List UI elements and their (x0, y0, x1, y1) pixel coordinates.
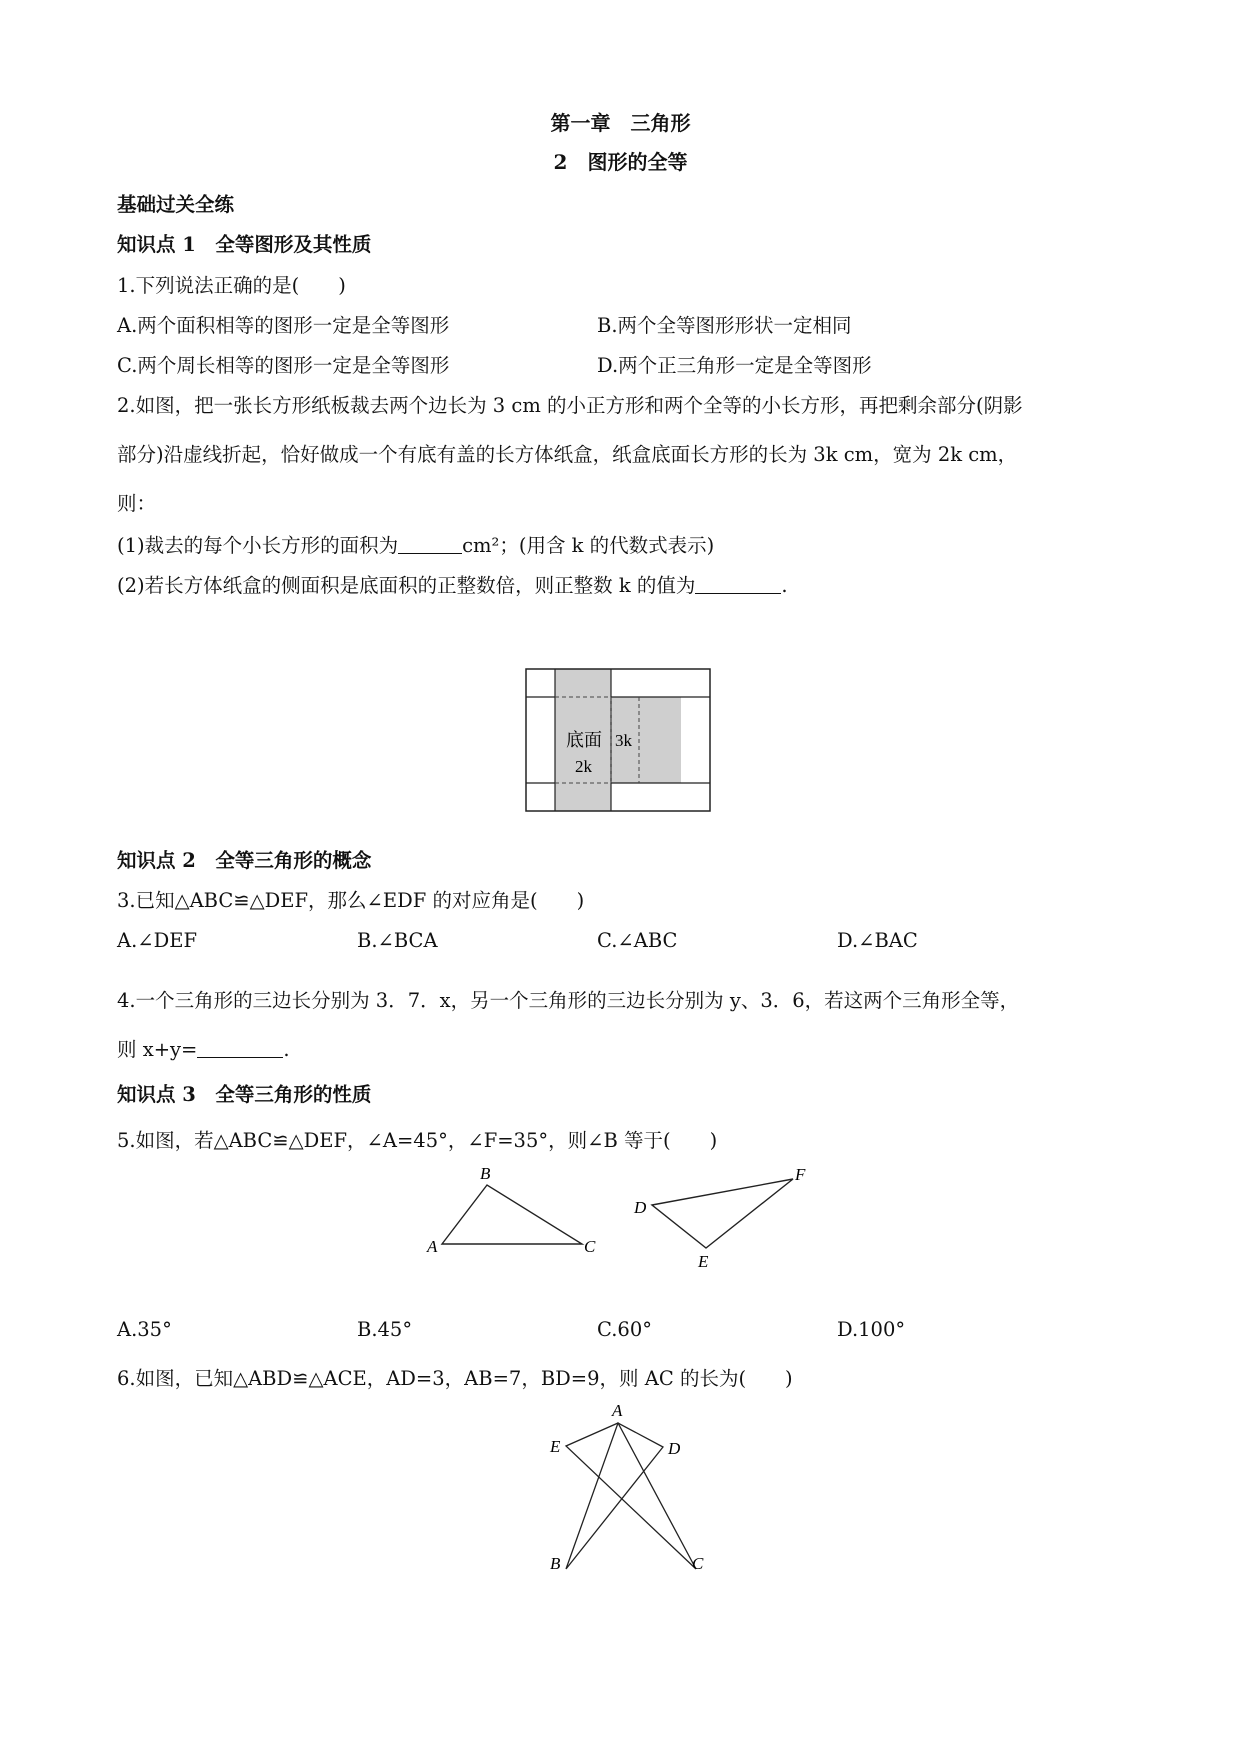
question-1-option-d: D.两个正三角形一定是全等图形 (597, 354, 872, 377)
question-5-option-d: D.100° (837, 1318, 906, 1341)
question-3-option-a: A.∠DEF (117, 929, 198, 952)
question-2-figure (525, 668, 711, 812)
answer-blank[interactable] (398, 535, 462, 554)
question-3-stem: 3.已知△ABC≌△DEF，那么∠EDF 的对应角是( ) (117, 889, 585, 912)
question-2-sub-2 (117, 573, 788, 599)
triangle-def (652, 1179, 793, 1248)
question-2-line-1: 2.如图，把一张长方形纸板裁去两个边长为 3 cm 的小正方形和两个全等的小长方形，再把剩余部分(阴影 (117, 394, 1023, 417)
question-2-sub-2-tail: . (781, 574, 788, 597)
vertex-label-c: C (692, 1554, 704, 1573)
question-2-sub-2-text: (2)若长方体纸盒的侧面积是底面积的正整数倍，则正整数 k 的值为 (117, 574, 696, 597)
vertex-label-f: F (795, 1165, 806, 1184)
question-2-line-2: 部分)沿虚线折起，恰好做成一个有底有盖的长方体纸盒，纸盒底面长方形的长为 3k cm，宽为 2k cm， (117, 443, 1018, 466)
part-title: 基础过关全练 (117, 193, 235, 216)
vertex-label-e: E (698, 1252, 709, 1271)
knowledge-point-2-title: 知识点 2 全等三角形的概念 (117, 849, 372, 872)
question-1-stem: 1.下列说法正确的是( ) (117, 274, 346, 297)
question-5-figure (420, 1164, 820, 1284)
question-4-line-2-text: 则 x+y= (117, 1038, 198, 1061)
question-1-option-a: A.两个面积相等的图形一定是全等图形 (117, 314, 450, 337)
question-4-line-1: 4.一个三角形的三边长分别为 3．7．x，另一个三角形的三边长分别为 y、3．6，若这两个三角形全等， (117, 989, 1020, 1012)
chapter-title: 第一章 三角形 (550, 111, 691, 135)
knowledge-point-1-title: 知识点 1 全等图形及其性质 (117, 233, 372, 256)
question-4-line-2 (117, 1037, 290, 1063)
vertex-label-d: D (634, 1198, 647, 1217)
length-label: 3k (615, 731, 632, 750)
answer-blank[interactable] (197, 1039, 283, 1058)
question-2-line-3: 则： (117, 492, 157, 515)
question-1-option-b: B.两个全等图形形状一定相同 (597, 314, 852, 337)
answer-blank[interactable] (695, 575, 781, 594)
question-3-option-d: D.∠BAC (837, 929, 918, 952)
section-title: 2 图形的全等 (553, 150, 688, 174)
width-label: 2k (575, 757, 592, 776)
question-5-stem: 5.如图，若△ABC≌△DEF，∠A=45°，∠F=35°，则∠B 等于( ) (117, 1129, 718, 1152)
vertex-label-d: D (668, 1439, 681, 1458)
question-3-option-b: B.∠BCA (357, 929, 438, 952)
question-4-line-2-tail: . (283, 1038, 290, 1061)
question-3-option-c: C.∠ABC (597, 929, 678, 952)
question-2-sub-1-text: (1)裁去的每个小长方形的面积为 (117, 534, 399, 557)
question-5-option-a: A.35° (117, 1318, 172, 1341)
vertex-label-b: B (480, 1164, 491, 1183)
vertex-label-e: E (550, 1437, 561, 1456)
question-2-sub-1 (117, 533, 714, 559)
vertex-label-a: A (612, 1401, 623, 1420)
question-1-option-c: C.两个周长相等的图形一定是全等图形 (117, 354, 450, 377)
vertex-label-b: B (550, 1554, 561, 1573)
knowledge-point-3-title: 知识点 3 全等三角形的性质 (117, 1083, 372, 1106)
base-label: 底面 (566, 730, 602, 750)
question-5-option-c: C.60° (597, 1318, 652, 1341)
triangle-abd (566, 1423, 663, 1569)
question-6-stem: 6.如图，已知△ABD≌△ACE，AD=3，AB=7，BD=9，则 AC 的长为( ) (117, 1367, 793, 1390)
question-2-sub-1-tail: cm²；(用含 k 的代数式表示) (462, 534, 715, 557)
question-6-figure (520, 1400, 720, 1580)
triangle-abc (442, 1185, 582, 1244)
vertex-label-a: A (427, 1237, 438, 1256)
question-5-option-b: B.45° (357, 1318, 413, 1341)
vertex-label-c: C (584, 1237, 596, 1256)
